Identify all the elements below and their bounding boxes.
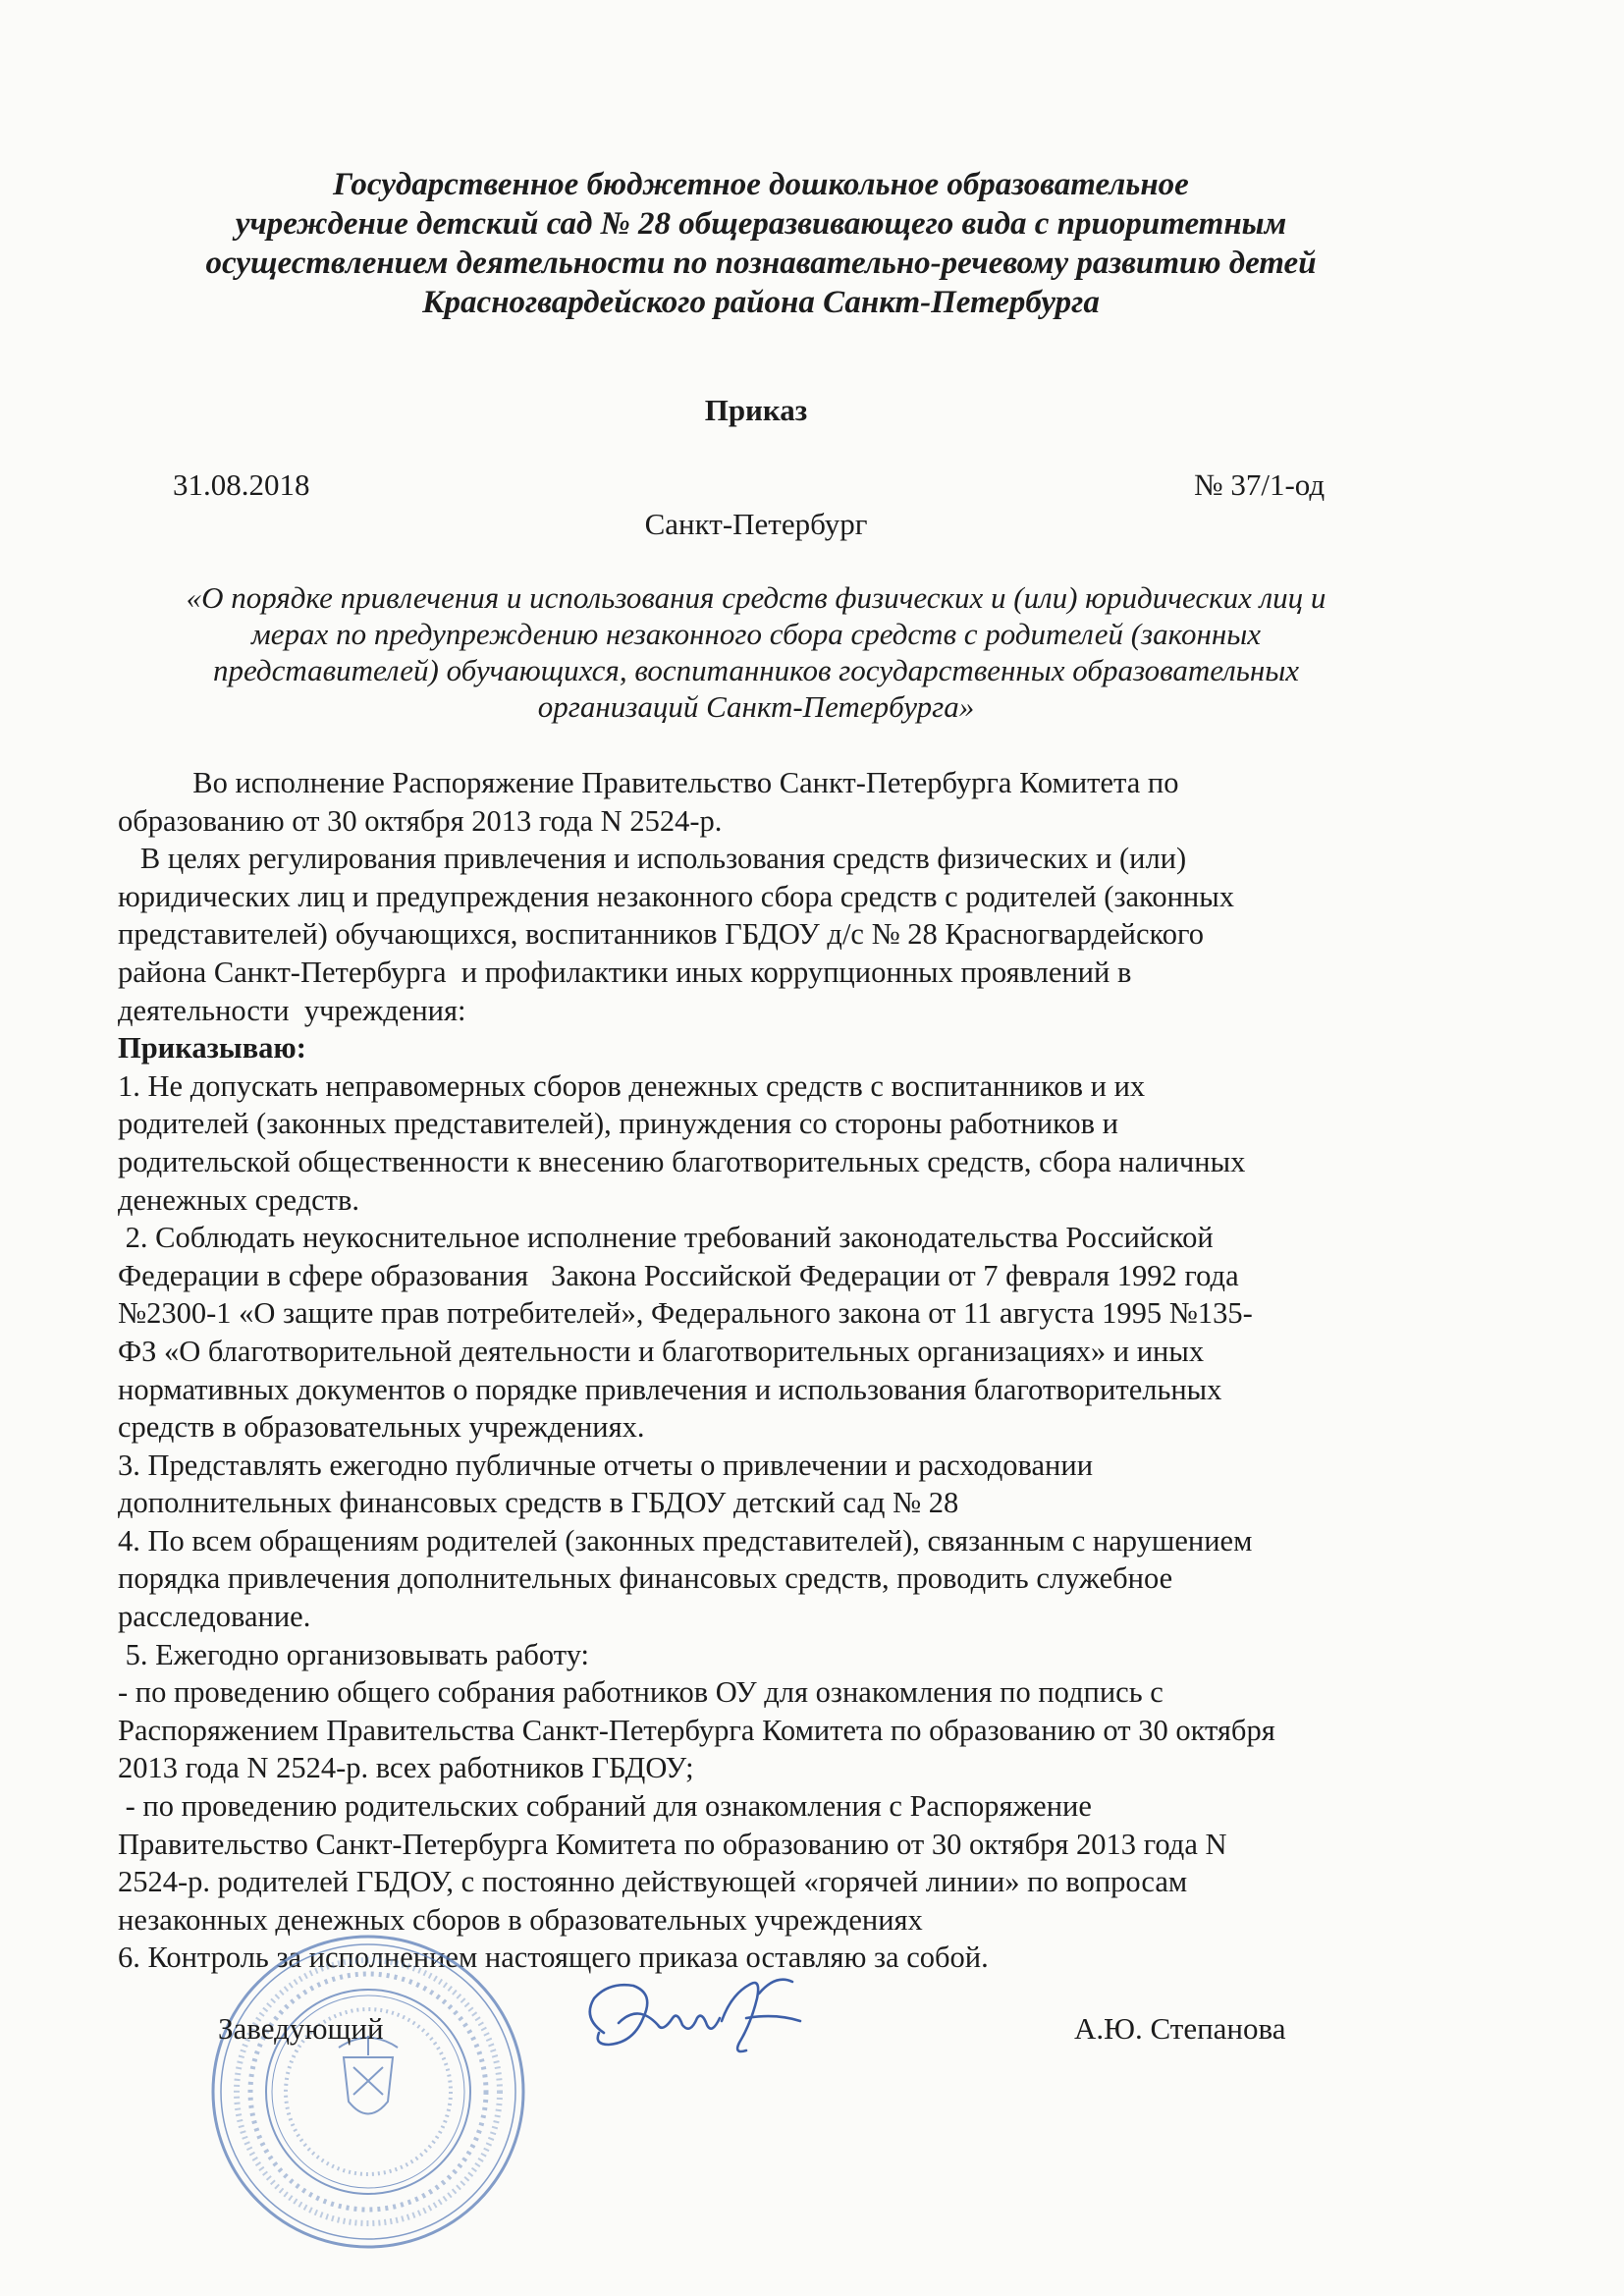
- document-date: 31.08.2018: [173, 467, 310, 502]
- body-line: родительской общественности к внесению благотворительных средств, сбора наличных: [118, 1144, 1246, 1178]
- header-line: Красногвардейского района Санкт-Петербурга: [422, 285, 1100, 320]
- body-line: №2300-1 «О защите прав потребителей», Федерального закона от 11 августа 1995 №135-: [118, 1296, 1253, 1331]
- body-line: Федерации в сфере образования Закона Российской Федерации от 7 февраля 1992 года: [118, 1258, 1239, 1292]
- body-line: 6. Контроль за исполнением настоящего приказа оставляю за собой.: [118, 1941, 989, 1975]
- body-line: 5. Ежегодно организовывать работу:: [118, 1637, 590, 1671]
- header-line: Государственное бюджетное дошкольное образовательное: [333, 167, 1189, 202]
- body-line: 2013 года N 2524-р. всех работников ГБДОУ;: [118, 1751, 694, 1785]
- subject-line: «О порядке привлечения и использования средств физических и (или) юридических лиц и: [186, 580, 1326, 615]
- body-line: образованию от 30 октября 2013 года N 2524-р.: [118, 803, 723, 838]
- institution-header: [147, 165, 1375, 322]
- order-subject: [118, 579, 1394, 725]
- body-line: незаконных денежных сборов в образовательных учреждениях: [118, 1902, 923, 1937]
- body-line: - по проведению общего собрания работников ОУ для ознакомления по подпись с: [118, 1675, 1164, 1710]
- subject-line: представителей) обучающихся, воспитанников государственных образовательных: [212, 653, 1300, 687]
- order-keyword: Приказываю:: [118, 1031, 306, 1066]
- body-line: нормативных документов о порядке привлечения и использования благотворительных: [118, 1372, 1222, 1406]
- body-line: В целях регулирования привлечения и использования средств физических и (или): [118, 842, 1187, 876]
- body-line: средств в образовательных учреждениях.: [118, 1410, 645, 1445]
- body-line: - по проведению родительских собраний для ознакомления с Распоряжение: [118, 1789, 1092, 1824]
- signatory-name: А.Ю. Степанова: [1074, 2011, 1286, 2046]
- body-line: Во исполнение Распоряжение Правительство Санкт-Петербурга Комитета по: [118, 766, 1179, 799]
- body-line: представителей) обучающихся, воспитанников ГБДОУ д/с № 28 Красногвардейского: [118, 917, 1204, 952]
- body-line: 2. Соблюдать неукоснительное исполнение требований законодательства Российской: [118, 1221, 1214, 1255]
- body-line: деятельности учреждения:: [118, 993, 466, 1027]
- document-type: Приказ: [704, 393, 808, 427]
- official-seal-icon: [206, 1930, 530, 2254]
- signatory-role: Заведующий: [218, 2011, 384, 2046]
- handwritten-signature-icon: [565, 1964, 830, 2072]
- body-line: Распоряжением Правительства Санкт-Петербурга Комитета по образованию от 30 октября: [118, 1713, 1275, 1747]
- body-line: расследование.: [118, 1600, 311, 1634]
- order-body: [118, 764, 1414, 1977]
- body-line: 4. По всем обращениям родителей (законных представителей), связанным с нарушением: [118, 1523, 1253, 1558]
- body-line: района Санкт-Петербурга и профилактики иных коррупционных проявлений в: [118, 955, 1132, 989]
- document-number: № 37/1-од: [1194, 467, 1326, 502]
- subject-line: организаций Санкт-Петербурга»: [537, 689, 975, 724]
- header-line: учреждение детский сад № 28 общеразвивающего вида с приоритетным: [235, 206, 1287, 242]
- body-line: порядка привлечения дополнительных финансовых средств, проводить служебное: [118, 1561, 1173, 1596]
- body-line: 1. Не допускать неправомерных сборов денежных средств с воспитанников и их: [118, 1068, 1146, 1103]
- body-line: денежных средств.: [118, 1182, 360, 1217]
- body-line: ФЗ «О благотворительной деятельности и благотворительных организациях» и иных: [118, 1334, 1205, 1368]
- body-line: Правительство Санкт-Петербурга Комитета по образованию от 30 октября 2013 года N: [118, 1827, 1227, 1861]
- body-line: 3. Представлять ежегодно публичные отчеты о привлечении и расходовании: [118, 1448, 1094, 1482]
- header-line: осуществлением деятельности по познавательно-речевому развитию детей: [205, 246, 1317, 281]
- body-line: юридических лиц и предупреждения незаконного сбора средств с родителей (законных: [118, 879, 1234, 913]
- body-line: дополнительных финансовых средств в ГБДОУ детский сад № 28: [118, 1486, 959, 1520]
- document-city: Санкт-Петербург: [644, 507, 868, 541]
- body-line: родителей (законных представителей), принуждения со стороны работников и: [118, 1107, 1118, 1141]
- body-line: 2524-р. родителей ГБДОУ, с постоянно действующей «горячей линии» по вопросам: [118, 1865, 1188, 1899]
- subject-line: мерах по предупреждению незаконного сбора средств с родителей (законных: [251, 617, 1261, 651]
